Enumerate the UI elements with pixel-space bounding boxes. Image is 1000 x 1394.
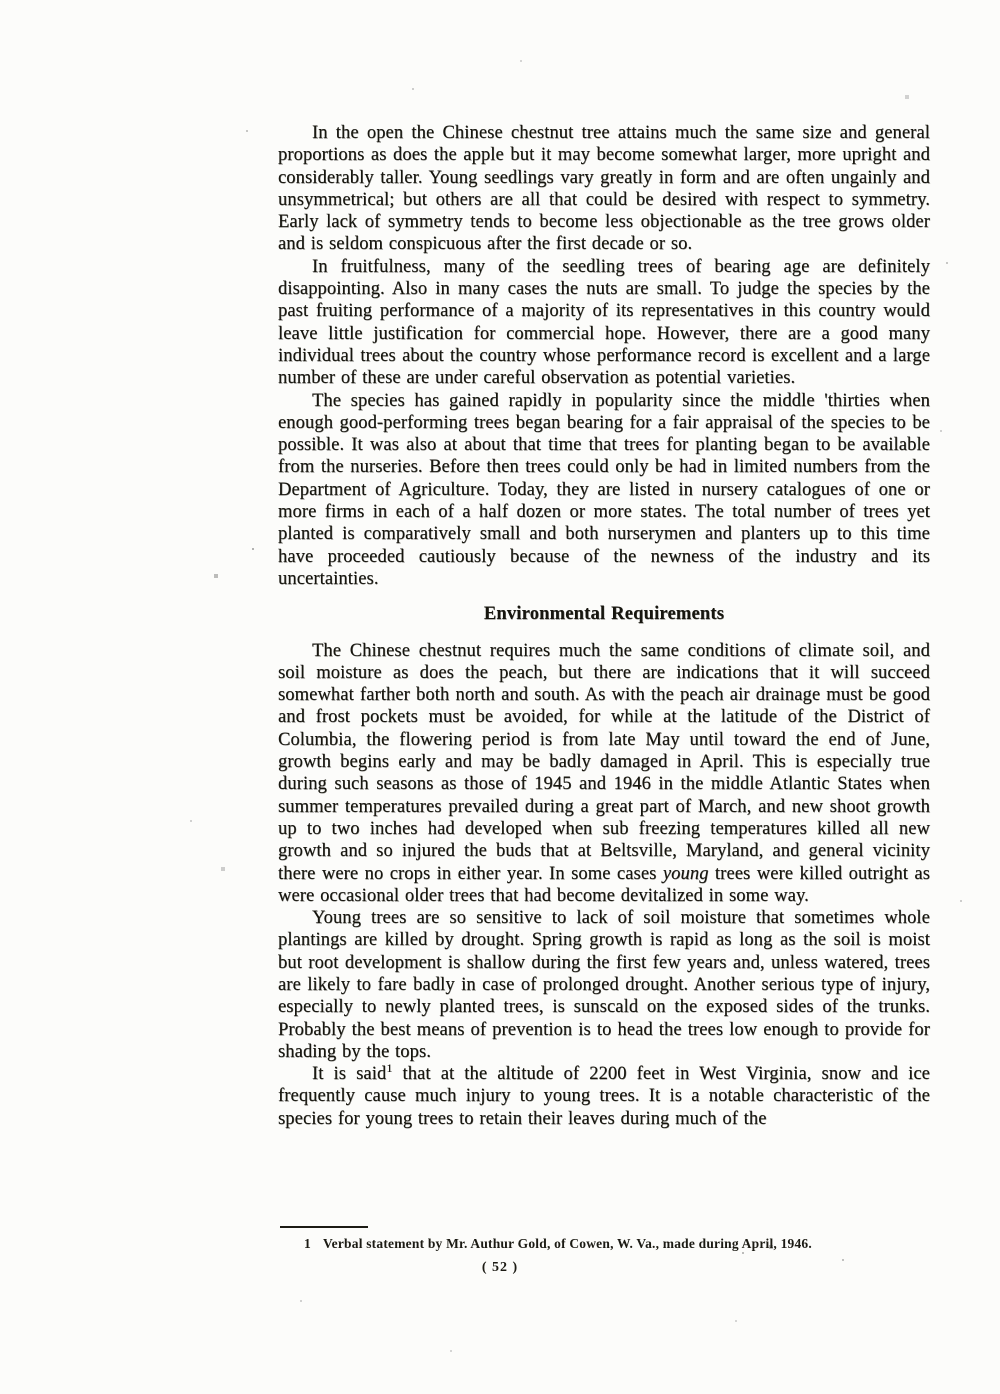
text-run: that at the altitude of 2200 feet in West Virginia, snow and ice frequently cause much injury to young trees. It is a notable characteristic of the species for young trees to retain their leaves during much of the [278, 1064, 930, 1129]
paragraph [278, 122, 930, 256]
text-run: trees were killed outright as were occasional older trees that had become devitalized in some way. [278, 863, 930, 906]
emphasized-text: young [662, 863, 709, 884]
paragraph [278, 256, 930, 390]
page-number: ( 52 ) [481, 1260, 519, 1275]
paragraph [278, 390, 930, 591]
footnote [278, 1236, 930, 1252]
text-run: The species has gained rapidly in popularity since the middle 'thirties when enough good-performing trees began bearing for a fair appraisal of the species to be possible. It was also at about that time that trees for planting began to be available from the nurseries. Before then trees could only be had in limited numbers from the Department of Agriculture. Today, they are listed in nursery catalogues of one or more firms in each of a half dozen or more states. The total number of trees yet planted is comparatively small and both nurserymen and planters up to this time have proceeded cautiously because of the newness of the industry and its uncertainties. [278, 390, 930, 589]
text-run: Young trees are so sensitive to lack of soil moisture that sometimes whole plantings are killed by drought. Spring growth is rapid as long as the soil is moist but root development is shallow during the first few years and, unless watered, trees are likely to fare badly in case of prolonged drought. Another serious type of injury, especially to newly planted trees, is sunscald on the exposed sides of the trunks. Probably the best means of prevention is to head the trees low enough to provide for shading by the tops. [278, 908, 930, 1062]
footnote-text: Verbal statement by Mr. Authur Gold, of Cowen, W. Va., made during April, 1946. [322, 1236, 812, 1251]
text-run: It is said [312, 1064, 387, 1085]
text-column [278, 122, 930, 1130]
text-run: The Chinese chestnut requires much the same conditions of climate soil, and soil moisture as does the peach, but there are indications that it will succeed somewhat farther both north and south. As with the peach air drainage must be good and frost pockets must be avoided, for while at the latitude of the District of Columbia, the flowering period is from late May until toward the end of June, growth begins early and may be badly damaged in April. This is especially true during such seasons as those of 1945 and 1946 in the middle Atlantic States when summer temperatures prevailed during a great part of March, and new shoot growth up to two inches had developed when sub freezing temperatures killed all new growth and so injured the buds that at Beltsville, Maryland, and general vicinity there were no crops in either year. In some cases [278, 640, 930, 884]
footnote-marker: 1 [304, 1236, 311, 1251]
paragraph [278, 1063, 930, 1130]
text-run: In the open the Chinese chestnut tree attains much the same size and general proportions as does the apple but it may become somewhat larger, more upright and considerably taller. Young seedlings vary greatly in form and are often ungainly and unsymmetrical; but others are all that could be desired with respect to symmetry. Early lack of symmetry tends to become less objectionable as the tree grows older and is seldom conspicuous after the first decade or so. [278, 123, 930, 255]
footnote-reference: 1 [386, 1061, 393, 1076]
paragraph [278, 907, 930, 1063]
text-run: In fruitfulness, many of the seedling trees of bearing age are definitely disappointing. Also in many cases the nuts are small. To judge the species by the past fruiting performance of a majority of its representatives in this country would leave little justification for commercial hope. However, there are a good many individual trees about the country whose performance record is excellent and a large number of these are under careful observation as potential varieties. [278, 256, 930, 389]
footnote-separator-rule [280, 1226, 368, 1228]
footnote-area [278, 1226, 930, 1252]
paragraph [278, 640, 930, 908]
scan-noise-specks [0, 0, 2, 2]
section-heading: Environmental Requirements [483, 604, 725, 625]
